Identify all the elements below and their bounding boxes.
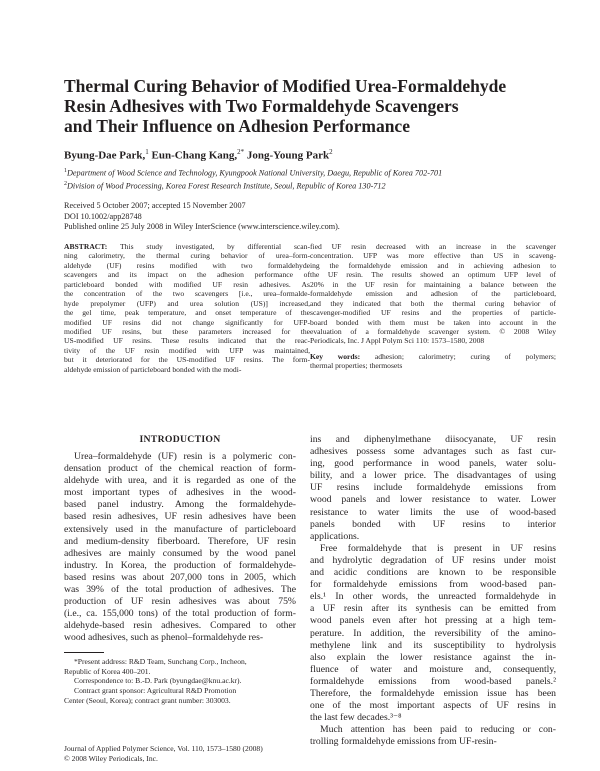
copyright: © 2008 Wiley Periodicals, Inc.: [64, 753, 158, 763]
abstract-line: [64, 242, 310, 251]
abstract-line: the concentration of the two scavengers [i.e., urea–formalde-: [64, 289, 310, 299]
abstract-line: ing the formaldehyde emission and in achieving adhesion to: [310, 260, 556, 270]
body-line: methylene link and its susceptibility to hydrolysis: [310, 639, 556, 651]
body-line: the last few decades.³⁻⁸: [310, 712, 402, 724]
footnote-line: Center (Seoul, Korea); contract grant number: 303003.: [64, 695, 231, 705]
abstract-left-column: [64, 242, 310, 374]
footnote-line: *Present address: R&D Team, Sunchang Corp., Incheon,: [74, 657, 247, 666]
abstract-line: the UF resin. The results showed an optimum UFP level of: [310, 270, 556, 280]
abstract-line: concentration. UFP was more effective than US in scaveng-: [310, 251, 556, 261]
body-line: production of UF resin adhesives was about 75%: [64, 596, 296, 608]
abstract-line: the gel time, peak temperature, and onset temperature of the: [64, 308, 310, 318]
affiliations: [64, 166, 442, 191]
body-line: trolling formaldehyde emissions from UF-resin-: [310, 736, 497, 748]
keywords-label: Key words:: [310, 352, 361, 361]
abstract-line: modified UF resins did not change significantly for UFP-: [64, 317, 310, 327]
body-line: wood adhesives, such as phenol–formaldehyde res-: [64, 632, 264, 644]
body-line: bility, and a lower price. The disadvantages of using: [310, 470, 556, 482]
body-line: aldehyde with urea, and it is regarded as one of the: [64, 475, 296, 487]
author-name: Eun-Chang Kang,: [148, 149, 238, 162]
received-line: Received 5 October 2007; accepted 15 November 2007: [64, 201, 246, 210]
abstract-line: evaluation of a formaldehyde scavenger system. © 2008 Wiley: [310, 326, 556, 336]
keywords-line: [310, 352, 556, 361]
intro-left-column: [64, 451, 296, 645]
abstract-line: aldehyde (UF) resins modified with two formaldehyde: [64, 260, 310, 270]
body-line: applications.: [310, 530, 360, 542]
body-line: based panel industry. Among the formaldehyde-: [64, 499, 296, 511]
body-line: for formaldehyde emissions from wood-based pan-: [310, 579, 556, 591]
abstract-line: aldehyde emission of particleboard bonded with the modi-: [64, 364, 242, 374]
body-line: formaldehyde emissions from wood-based panels.²: [310, 675, 556, 687]
body-line: adhesives are mainly consumed by the wood panel: [64, 547, 296, 559]
author-affil-mark: 2: [329, 148, 333, 156]
keywords: [310, 352, 556, 371]
body-line: also explain the lower resistance against the in-: [310, 651, 556, 663]
body-line: densation product of the chemical reaction of form-: [64, 463, 296, 475]
body-line: based resin adhesives, UF resin adhesives have been: [64, 511, 296, 523]
author-affil-mark: 2: [237, 148, 241, 156]
body-line: aldehyde-based resin adhesives. Compared to other: [64, 620, 296, 632]
body-line: ins and diphenylmethane diisocyanate, UF resin: [310, 434, 556, 445]
body-line: wood panels even after hot pressing at a high tem-: [310, 615, 556, 627]
keywords-text: adhesion; calorimetry; curing of polymers;: [360, 352, 556, 361]
doi-line: DOI 10.1002/app28748: [64, 211, 142, 221]
body-line: panels bonded with UF resins to interior: [310, 518, 556, 530]
abstract-line: fied UF resin decreased with an increase in the scavenger: [310, 242, 556, 251]
footnotes: [64, 657, 296, 705]
abstract-line: tivity of the UF resin modified with UFP was maintained,: [64, 345, 310, 355]
abstract-line: Periodicals, Inc. J Appl Polym Sci 110: 1573–1580, 2008: [310, 336, 485, 346]
footnote-rule: [64, 652, 104, 653]
affiliation-line: [64, 166, 442, 179]
abstract-line: scavenger-modified UF resins and the properties of particle-: [310, 308, 556, 318]
journal-citation: Journal of Applied Polymer Science, Vol. 110, 1573–1580 (2008): [64, 744, 263, 753]
title-line: and Their Influence on Adhesion Performance: [64, 116, 410, 136]
body-line: UF resins include formaldehyde emissions from: [310, 482, 556, 494]
abstract-line: modified UF resins, but these parameters increased for the: [64, 326, 310, 336]
body-line: industry. In Korea, the production of formaldehyde-: [64, 559, 296, 571]
body-line: Therefore, the formaldehyde emission issue has been: [310, 687, 556, 699]
body-line: extensively used in the manufacture of particleboard: [64, 523, 296, 535]
affil-mark: 1: [64, 168, 67, 174]
body-line: most important types of adhesives in the wood-: [64, 487, 296, 499]
body-line: based resins was about 207,000 tons in 2005, which: [64, 571, 296, 583]
intro-right-column: [310, 434, 556, 748]
body-line: fluence of water and moisture and, consequently,: [310, 663, 556, 675]
affil-mark: 2: [64, 180, 67, 187]
author-affil-mark: 1: [145, 148, 149, 156]
body-line: and acidic conditions are known to be responsible: [310, 567, 556, 579]
abstract-line: and they indicated that both the thermal curing behavior of: [310, 298, 556, 308]
affiliation-line: [64, 179, 442, 192]
body-line: wood panels and lower resistance to water. Lower: [310, 494, 556, 506]
abstract-line: hyde prepolymer (UFP) and urea solution (US)] increased,: [64, 298, 310, 308]
abstract-line: formaldehyde emission and adhesion of the particleboard,: [310, 289, 556, 299]
abstract-line: board bonded with them must be taken into account in the: [310, 317, 556, 327]
body-line: ing, good performance in wood panels, water solu-: [310, 458, 556, 470]
author-name: Jong-Young Park: [244, 149, 330, 162]
body-line: Urea–formaldehyde (UF) resin is a polymeric con-: [74, 451, 296, 462]
title-line: Thermal Curing Behavior of Modified Urea-Formaldehyde: [64, 76, 507, 96]
body-line: els.¹ In other words, the unreacted formaldehyde in: [310, 591, 556, 603]
footnote-line: Correspondence to: B.-D. Park (byungdae@knu.ac.kr).: [74, 676, 242, 686]
abstract-line: US-modified UF resins. These results indicated that the reac-: [64, 336, 310, 346]
published-line: Published online 25 July 2008 in Wiley InterScience (www.interscience.wiley.com).: [64, 222, 340, 231]
publication-history: [64, 201, 340, 233]
journal-info: [64, 744, 263, 763]
author-name: Byung-Dae Park,: [64, 149, 146, 162]
author-list: [64, 148, 333, 162]
abstract-line: ning calorimetry, the thermal curing behavior of urea–form-: [64, 251, 310, 261]
body-line: resistance to water limits the use of wood-based: [310, 506, 556, 518]
abstract-text: This study investigated, by differential scan-: [107, 242, 310, 251]
body-line: perature. In addition, the reversibility of the amino-: [310, 627, 556, 639]
affil-text: Department of Wood Science and Technology, Kyungpook National University, Daegu, Republic of Korea 702-701: [67, 168, 443, 178]
article-title: [64, 76, 554, 136]
body-line: and hydrolytic degradation of UF resins under moist: [310, 554, 556, 566]
footnote-line: Contract grant sponsor: Agricultural R&D Promotion: [74, 686, 237, 696]
footnote-line: Republic of Korea 400–201.: [64, 666, 151, 676]
body-line: Much attention has been paid to reducing or con-: [320, 724, 556, 736]
abstract-line: but it deteriorated for the US-modified UF resins. The form-: [64, 355, 310, 365]
abstract-line: 20% in the UF resin for maintaining a balance between the: [310, 279, 556, 289]
body-line: (i.e., ca. 155,000 tons) of the total production of form-: [64, 608, 296, 620]
abstract-right-column: [310, 242, 556, 346]
body-line: adhesives possess some advantages such as fast cur-: [310, 446, 556, 458]
abstract-line: particleboard bonded with modified UF resin adhesives. As: [64, 279, 310, 289]
body-line: and medium-density fiberboard. Therefore, UF resin: [64, 535, 296, 547]
body-line: Free formaldehyde that is present in UF resins: [320, 542, 556, 554]
body-line: one of the most important aspects of UF resins in: [310, 700, 556, 712]
author-footnote-mark: *: [240, 148, 245, 156]
abstract-line: scavengers and its impact on the adhesion performance of: [64, 270, 310, 280]
section-heading: INTRODUCTION: [139, 434, 221, 445]
title-line: Resin Adhesives with Two Formaldehyde Scavengers: [64, 96, 459, 116]
body-line: a UF resin after its synthesis can be emitted from: [310, 603, 556, 615]
keywords-line: thermal properties; thermosets: [310, 361, 403, 371]
abstract-label: ABSTRACT:: [64, 242, 108, 251]
affil-text: Division of Wood Processing, Korea Forest Research Institute, Seoul, Republic of Korea 130-712: [67, 181, 386, 191]
body-line: was 39% of the total production of adhesives. The: [64, 584, 296, 596]
